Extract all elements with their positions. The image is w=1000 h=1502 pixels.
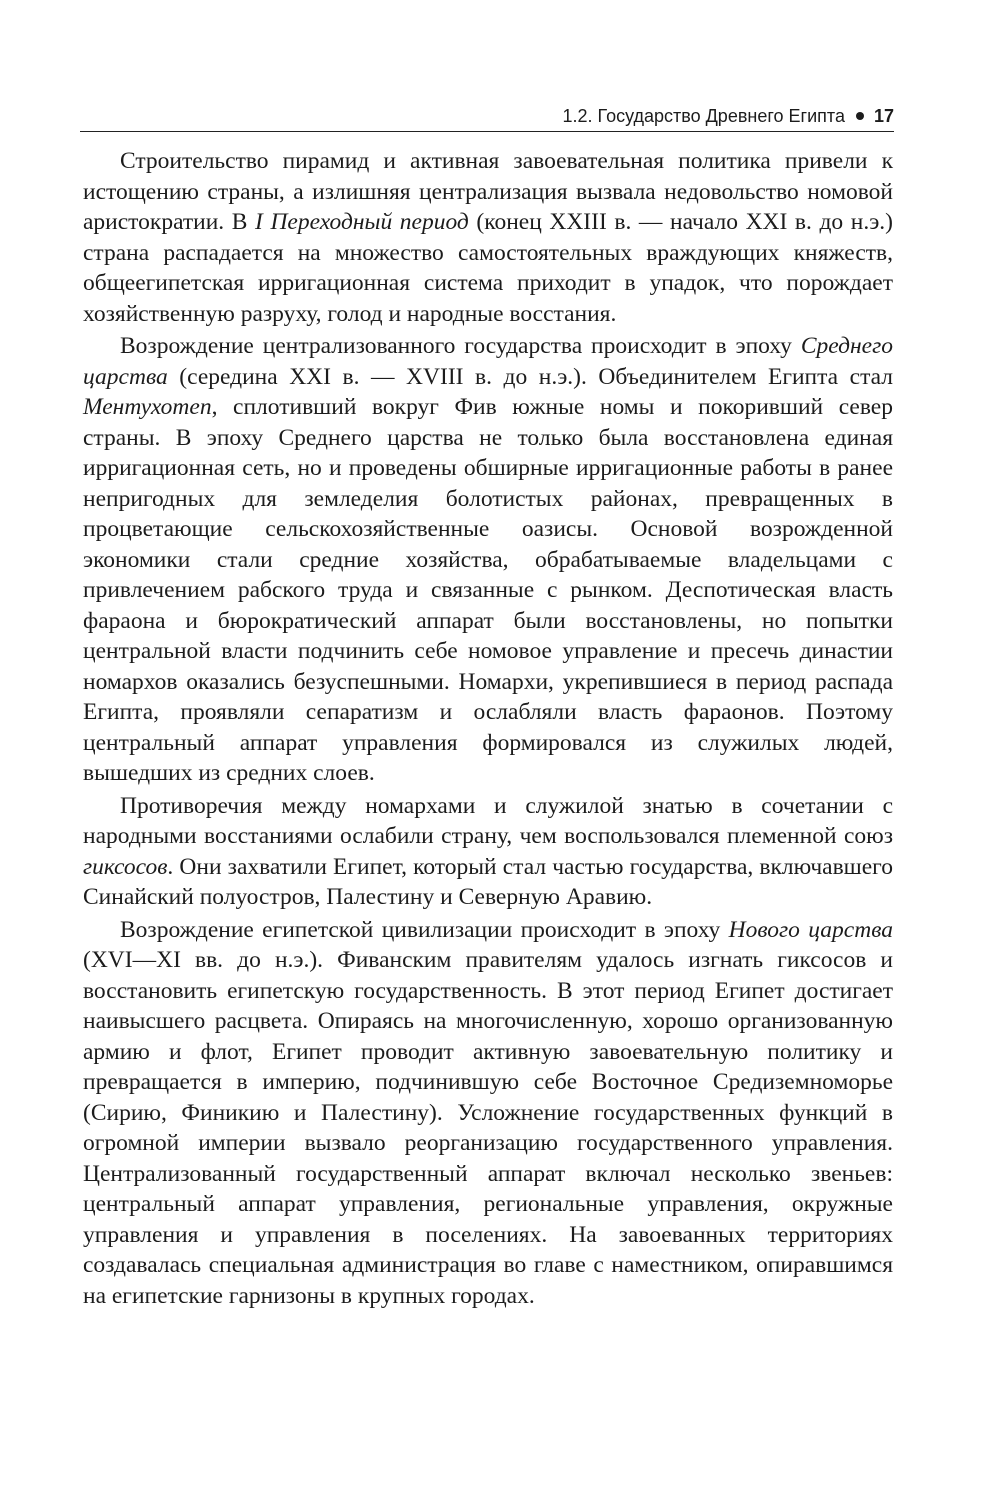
italic-term: Нового царства [728, 916, 894, 943]
italic-term: Среднего царства [83, 333, 893, 390]
paragraph-3 [83, 791, 893, 913]
section-title: 1.2. Государство Древнего Египта [562, 106, 845, 126]
text-run: . Они захватили Египет, который стал частью государства, включавшего Синайский полуостров, Палестину и Северную Аравию. [83, 853, 893, 910]
text-run: Строительство пирамид и активная завоевательная политика привели к истощению страны, а излишняя централизация вызвала недовольство номовой аристократии. В [83, 148, 893, 235]
text-run: (конец XXIII в. — начало XXI в. до н.э.) страна распадается на множество самостоятельных враждующих княжеств, общеегипетская ирригационная система приходит в упадок, что порождает хозяйственную разруху, голод и народные восстания. [83, 209, 894, 327]
page-number: 17 [873, 106, 894, 126]
text-run: (XVI—XI вв. до н.э.). Фиванским правителям удалось изгнать гиксосов и восстановить египетскую государственность. В этот период Египет достигает наивысшего расцвета. Опираясь на многочисленную, хорошо организованную армию и флот, Египет проводит активную завоевательную политику и превращается в империю, подчинившую себе Восточное Средиземноморье (Сирию, Финикию и Палестину). Усложнение государственных функций в огромной империи вызвало реорганизацию государственного управления. Централизованный государственный аппарат включал несколько звеньев: центральный аппарат управления, региональные управления, окружные управления и управления в поселениях. На завоеванных территориях создавалась специальная администрация во главе с наместником, опиравшимся на египетские гарнизоны в крупных городах. [83, 947, 893, 1309]
running-header [80, 100, 894, 132]
paragraph-2 [83, 331, 893, 789]
text-run: (середина XXI в. — XVIII в. до н.э.). Объединителем Египта стал [167, 363, 893, 390]
text-run: Возрождение египетской цивилизации происходит в эпоху [120, 916, 729, 943]
italic-term: Ментухотеп [83, 394, 212, 420]
bullet-separator-icon [856, 112, 864, 120]
italic-term: I Переходный период [255, 209, 469, 235]
italic-term: гиксосов [83, 853, 168, 880]
text-run: Противоречия между номархами и служилой знатью в сочетании с народными восстаниями ослабили страну, чем воспользовался племенной союз [83, 792, 893, 849]
text-run: Возрождение централизованного государства происходит в эпоху [120, 333, 801, 359]
paragraph-1 [83, 146, 893, 329]
text-run: , сплотивший вокруг Фив южные номы и покоривший север страны. В эпоху Среднего царства не только была восстановлена единая ирригационная сеть, но и проведены обширные ирригационные работы в ранее непригодных для земледелия болотистых районах, превращенных в процветающие сельскохозяйственные оазисы. Основой возрожденной экономики стали средние хозяйства, обрабатываемые владельцами с привлечением рабского труда и связанные с рынком. Деспотическая власть фараона и бюрократический аппарат были восстановлены, но попытки центральной власти подчинить себе номовое управление и пресечь династии номархов оказались безуспешными. Номархи, укрепившиеся в период распада Египта, проявляли сепаратизм и ослабляли власть фараонов. Поэтому центральный аппарат управления формировался из служилых людей, вышедших из средних слоев. [83, 394, 893, 786]
text-body [83, 146, 893, 1313]
paragraph-4 [83, 915, 893, 1312]
